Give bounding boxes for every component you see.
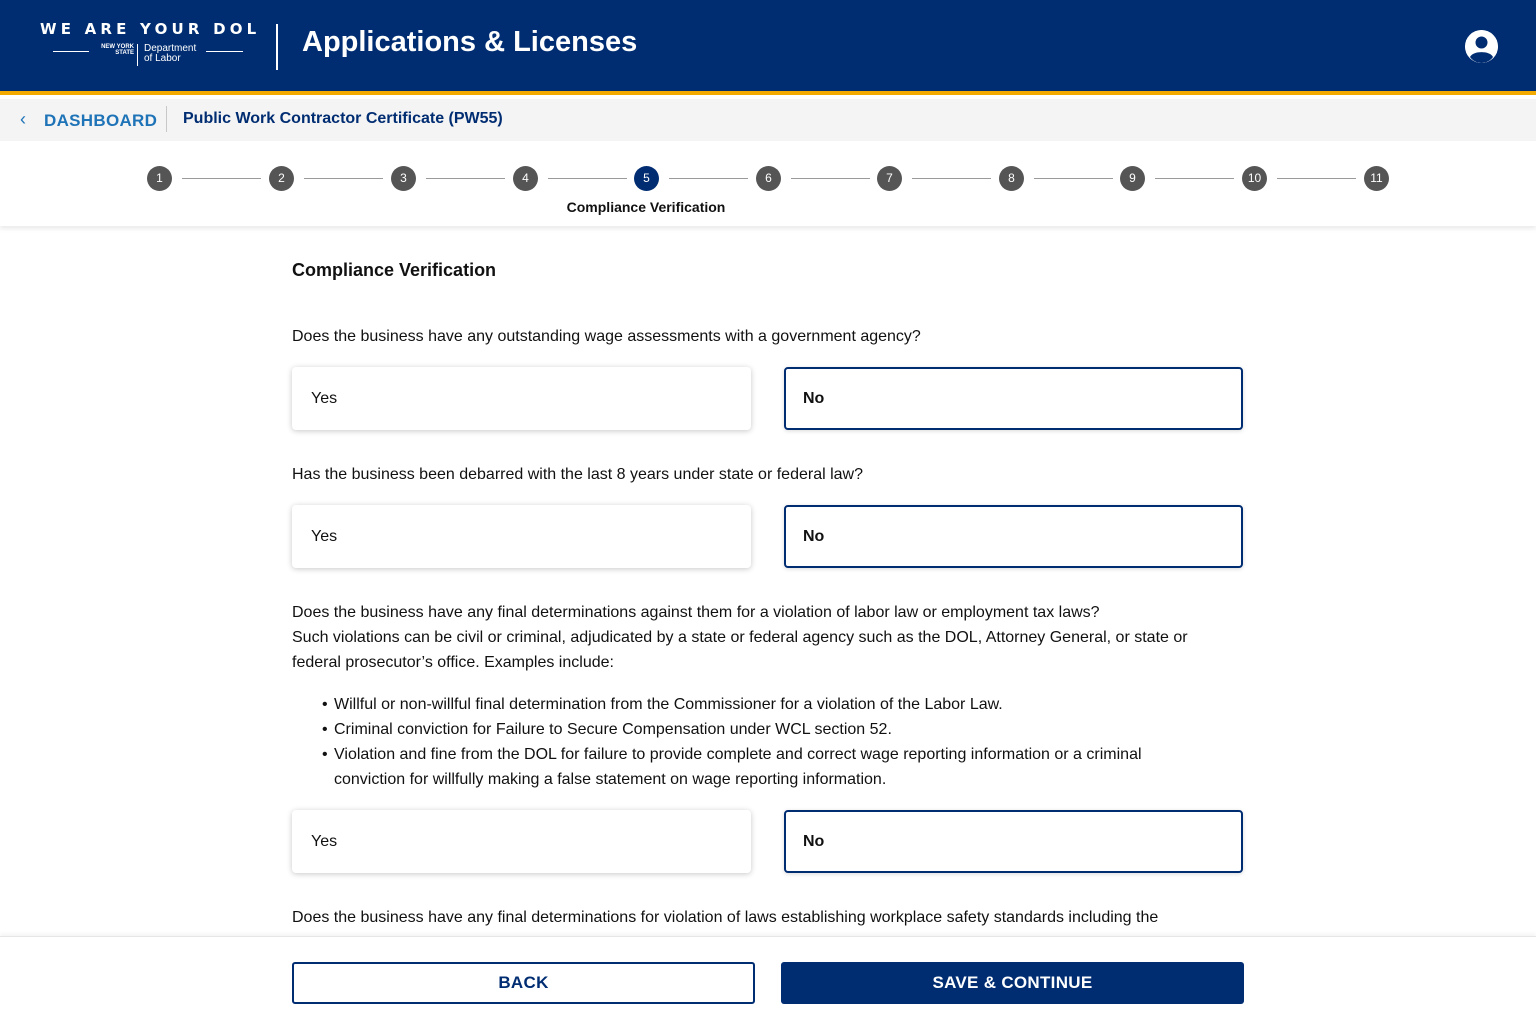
q2-no-option-selected[interactable]: No [784,505,1243,568]
examples-list [322,692,1222,792]
chevron-left-icon[interactable]: ‹ [20,109,26,129]
breadcrumb-divider [166,106,167,132]
logo-dept-line1: Department [144,43,197,54]
breadcrumb-current-page: Public Work Contractor Certificate (PW55) [183,110,503,127]
step-connector [912,178,991,179]
question-debarred: Has the business been debarred with the last 8 years under state or federal law? [292,466,863,483]
form-footer [0,936,1536,1024]
q1-no-option-selected[interactable]: No [784,367,1243,430]
compliance-form [292,226,1244,936]
save-continue-button[interactable]: SAVE & CONTINUE [781,962,1244,1004]
dashboard-link[interactable]: DASHBOARD [44,111,158,130]
logo-tagline: WE ARE YOUR DOL [40,20,261,38]
step-2[interactable]: 2 [269,166,294,191]
step-connector [182,178,261,179]
app-header [0,0,1536,95]
step-10[interactable]: 10 [1242,166,1267,191]
logo-left-rule [53,51,89,52]
q1-yes-option[interactable]: Yes [292,367,751,430]
step-connector [669,178,748,179]
logo-right-rule [206,51,243,52]
list-item: • Willful or non-willful final determination from the Commissioner for a violation of the Labor Law. [322,692,1222,717]
step-11[interactable]: 11 [1364,166,1389,191]
account-circle-icon-svg [1465,30,1498,63]
list-item: • Criminal conviction for Failure to Secure Compensation under WCL section 52. [322,717,1222,742]
logo-emblem [40,42,252,68]
step-connector [426,178,505,179]
dol-logo[interactable] [40,20,261,72]
list-item-continuation: conviction for willfully making a false statement on wage reporting information. [334,771,887,788]
back-button[interactable]: BACK [292,962,755,1004]
q2-yes-option[interactable]: Yes [292,505,751,568]
question-labor-law-line3: federal prosecutor’s office. Examples include: [292,654,614,671]
logo-dept-line2: of Labor [144,53,181,64]
question-wage-assessments: Does the business have any outstanding wage assessments with a government agency? [292,328,921,345]
step-5-active[interactable]: 5 [634,166,659,191]
question-workplace-safety: Does the business have any final determinations for violation of laws establishing workplace safety standards including the [292,909,1159,926]
step-6[interactable]: 6 [756,166,781,191]
question-labor-law-line2: Such violations can be civil or criminal, adjudicated by a state or federal agency such as the DOL, Attorney General, or state or [292,629,1188,646]
header-divider [276,24,278,70]
q3-no-option-selected[interactable]: No [784,810,1243,873]
step-connector [548,178,627,179]
step-connector [1034,178,1113,179]
step-7[interactable]: 7 [877,166,902,191]
step-3[interactable]: 3 [391,166,416,191]
step-connector [1155,178,1234,179]
account-circle-icon[interactable] [1465,30,1498,63]
step-connector [304,178,383,179]
logo-state-text: NEW YORK STATE [94,44,138,66]
progress-stepper [0,141,1536,226]
breadcrumb [0,99,1536,141]
step-9[interactable]: 9 [1120,166,1145,191]
section-title: Compliance Verification [292,260,497,280]
question-labor-law-line1: Does the business have any final determinations against them for a violation of labor law or employment tax laws? [292,604,1100,621]
step-1[interactable]: 1 [147,166,172,191]
logo-dept-text [144,44,196,64]
step-4[interactable]: 4 [513,166,538,191]
active-step-label: Compliance Verification [566,199,726,215]
step-connector [1277,178,1356,179]
page-title: Applications & Licenses [302,26,638,58]
step-connector [791,178,870,179]
step-8[interactable]: 8 [999,166,1024,191]
q3-yes-option[interactable]: Yes [292,810,751,873]
list-item: • Violation and fine from the DOL for failure to provide complete and correct wage reporting information or a criminal [322,742,1222,767]
